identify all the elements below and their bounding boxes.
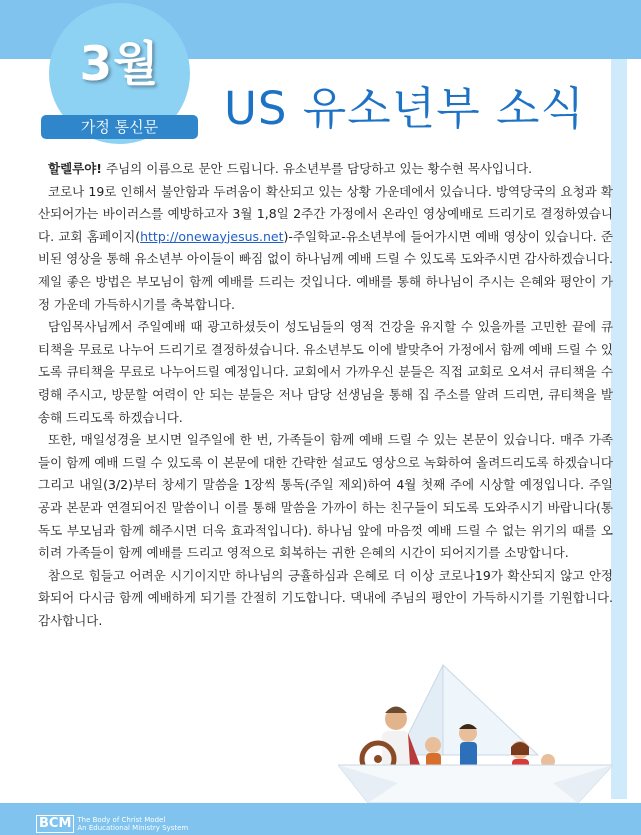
paragraph-daily-bible: 또한, 매일성경을 보시면 일주일에 한 번, 가족들이 함께 예배 드릴 수 있는 본문이 있습니다. 매주 가족들이 함께 예배 드릴 수 있도록 이 본문에 대한 간략한 설교도 영상으로 녹화하여 올려드리도록 하겠습니다그리고 내일(3/2)부터 창세기 말씀을 1장씩 통독(주일 제외)하여 4월 첫째 주에 시상할 예정입니다. 주일 공과 본문과 연결되어진 말씀이니 이를 통해 말씀을 가까이 하는 친구들이 되도록 도와주시기 바랍니다(통독도 부모님과 함께 해주시면 더욱 효과적입니다). 하나님 앞에 마음껏 예배 드릴 수 없는 위기의 때를 오히려 가족들이 함께 예배를 드리고 영적으로 회복하는 귀한 은혜의 시간이 되어지기를 소망합니다.: [38, 432, 613, 561]
greeting-bold: 할렐루야!: [48, 161, 103, 176]
logo-text: [77, 816, 188, 832]
newsletter-tag: 가정 통신문: [41, 115, 198, 139]
paper-boat-illustration: [338, 655, 613, 805]
homepage-link[interactable]: http://onewayjesus.net: [140, 228, 284, 244]
paragraph-online-worship: [38, 181, 613, 317]
paragraph-text: 코로나 19로 인해서 불안함과 두려움이 확산되고 있는 상황 가운데에서 있습니다. 방역당국의 요청과 확산되어가는 바이러스를 예방하고자 3월 1,8일 2주간 가정에서 온라인 영상예배로 드리기로 결정하였습니다. 교회 홈페이지(: [38, 183, 613, 244]
right-border-strip: [611, 59, 627, 799]
logo-line-2: An Educational Ministry System: [77, 824, 189, 832]
greeting-text: 주님의 이름으로 문안 드립니다. 유소년부를 담당하고 있는 황수현 목사입니다.: [102, 161, 533, 176]
bcm-logo: [36, 815, 188, 833]
month-label: 3월: [79, 37, 160, 92]
paragraph-greeting: [38, 158, 613, 181]
paragraph-qt-book: 담임목사님께서 주일예배 때 광고하셨듯이 성도님들의 영적 건강을 유지할 수 있을까를 고민한 끝에 큐티책을 무료로 나누어 드리기로 결정하셨습니다. 유소년부도 이에 발맞추어 가정에서 함께 예배 드릴 수 있도록 큐티책을 무료로 나누어드릴 예정입니다. 교회에서 가까우신 분들은 직접 교회로 오셔서 큐티책을 수령해 주시고, 방문할 여력이 안 되는 분들은 저나 담당 선생님을 통해 집 주소를 알려 드리면, 큐티책을 발송해 드리도록 하겠습니다.: [38, 319, 613, 425]
paragraph-text: )-주일학교-유소년부에 들어가시면 예배 영상이 있습니다. 준비된 영상을 통해 유소년부 아이들이 빠짐 없이 하나님께 예배 드릴 수 있도록 도와주시면 감사하겠습니다. 제일 좋은 방법은 부모님이 함께 예배를 드리는 것입니다. 예배를 통해 하나님이 주시는 은혜와 평안이 가정 가운데 가득하시기를 축복합니다.: [38, 228, 613, 312]
logo-mark: BCM: [36, 815, 74, 833]
paragraph-closing: 참으로 힘들고 어려운 시기이지만 하나님의 긍휼하심과 은혜로 더 이상 코로나19가 확산되지 않고 안정화되어 다시금 함께 예배하게 되기를 간절히 기도합니다. 댁내에 주님의 평안이 가득하시기를 기원합니다. 감사합니다.: [38, 567, 613, 628]
logo-line-1: The Body of Christ Model: [77, 816, 166, 824]
page-title: US 유소년부 소식: [224, 82, 585, 135]
letter-body: [38, 158, 613, 632]
